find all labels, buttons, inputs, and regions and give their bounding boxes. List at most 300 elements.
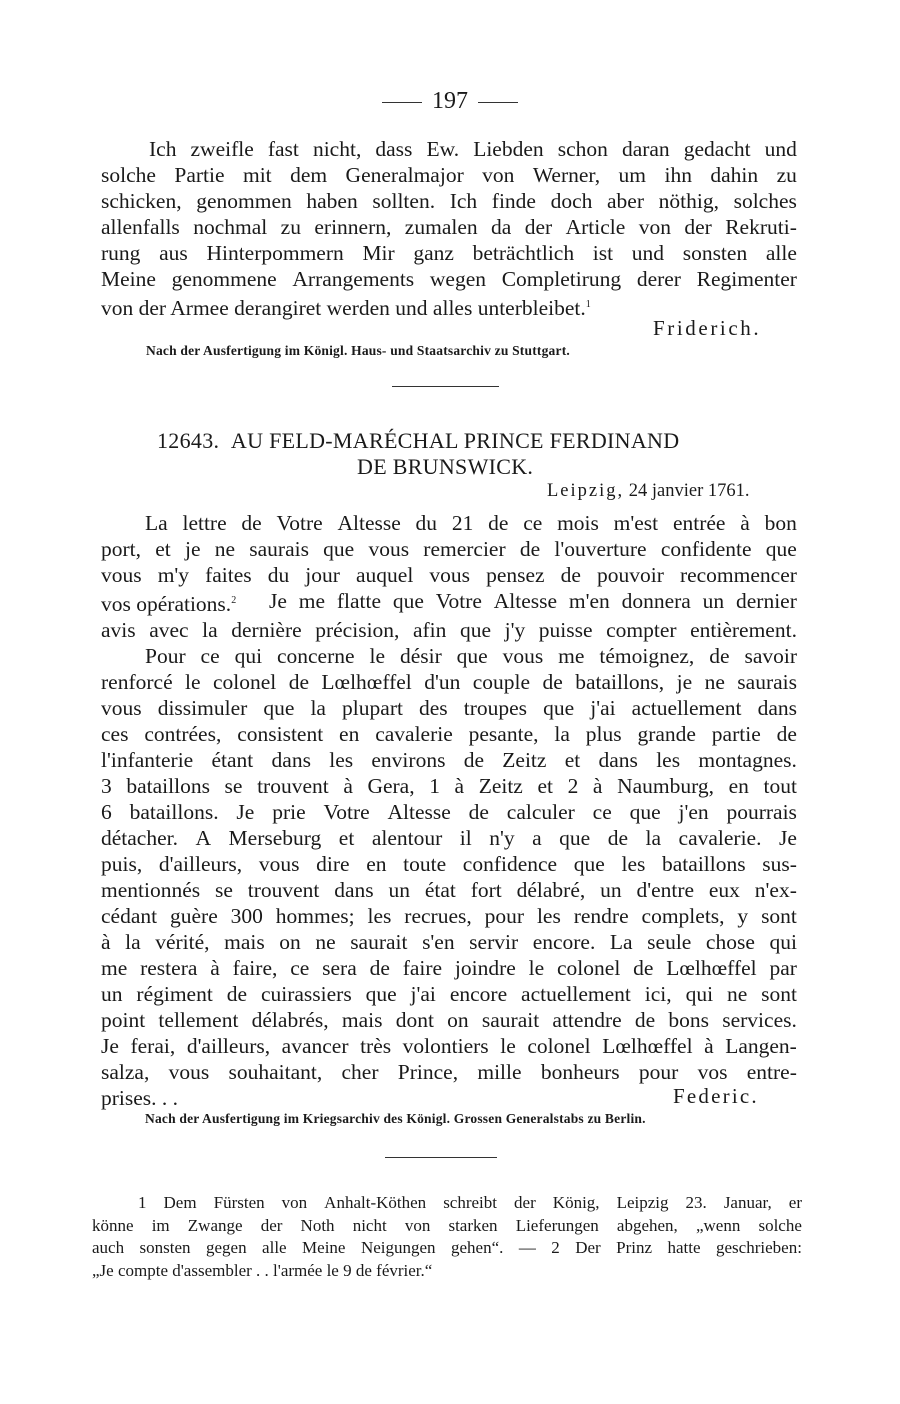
word: entièrement. xyxy=(690,618,797,642)
word: le xyxy=(369,644,386,668)
word: à xyxy=(101,930,111,954)
word: vous xyxy=(429,563,470,587)
word: Merseburg xyxy=(228,826,322,850)
word: à xyxy=(592,774,603,798)
word: eux xyxy=(708,878,740,902)
word: un xyxy=(101,982,123,1006)
word: cuirassiers xyxy=(260,982,352,1006)
word: la xyxy=(310,696,326,720)
footnote-line: „Je compte d'assembler . . l'armée le 9 de février.“ xyxy=(92,1260,433,1280)
word: recrues, xyxy=(404,904,472,928)
text-line xyxy=(101,162,797,188)
word: d'ailleurs, xyxy=(186,1034,271,1058)
word: d'ailleurs, xyxy=(158,852,243,876)
word: saurais xyxy=(249,537,309,561)
letter2-heading xyxy=(157,428,679,454)
word: Ew. xyxy=(426,137,460,161)
word: aus xyxy=(159,241,188,265)
word: désir xyxy=(399,644,442,668)
word: der xyxy=(514,1193,536,1212)
letter-title-line2: DE BRUNSWICK. xyxy=(357,454,534,479)
word: de xyxy=(634,1008,656,1032)
text-line xyxy=(101,136,797,162)
word: flatte xyxy=(336,589,382,613)
word: ce xyxy=(523,511,543,535)
word: beträchtlich xyxy=(472,241,575,265)
text-line xyxy=(101,1059,797,1085)
word: lettre xyxy=(182,511,227,535)
word: avec xyxy=(149,618,189,642)
word: 21 xyxy=(451,511,474,535)
word: avancer xyxy=(281,1034,349,1058)
word: der xyxy=(260,1215,283,1235)
word: bonheurs xyxy=(540,1060,620,1084)
word: haben xyxy=(306,189,358,213)
word: couple xyxy=(472,670,531,694)
footnote-line xyxy=(92,1215,802,1238)
word: montagnes. xyxy=(698,748,797,772)
word: que xyxy=(459,618,492,642)
word: en xyxy=(728,774,749,798)
word: Werner, xyxy=(532,163,601,187)
word: bataillons, xyxy=(575,670,665,694)
word: sollten. xyxy=(372,189,436,213)
word: bataillons xyxy=(662,852,746,876)
word: restera xyxy=(140,956,198,980)
word: schreibt xyxy=(443,1193,498,1212)
word: seule xyxy=(647,930,692,954)
word: encore. xyxy=(532,930,596,954)
word: partie xyxy=(711,722,761,746)
word: zu xyxy=(776,163,797,187)
word: schicken, xyxy=(101,189,182,213)
letter2-source: Nach der Ausfertigung im Kriegsarchiv des Königl. Grossen Generalstabs zu Berlin. xyxy=(145,1111,646,1126)
word: Liebden xyxy=(473,137,544,161)
letter-date: 24 janvier 1761. xyxy=(628,481,750,501)
word: sera xyxy=(322,956,357,980)
word: Lœlhœffel xyxy=(321,670,412,694)
word: ne xyxy=(315,930,336,954)
word: rung xyxy=(101,241,141,265)
word: solches xyxy=(733,189,797,213)
word: port, xyxy=(101,537,142,561)
word: ne xyxy=(726,982,748,1006)
word: attendre xyxy=(552,1008,622,1032)
letter2-body xyxy=(101,510,797,1111)
word: La xyxy=(609,930,633,954)
word: A xyxy=(195,826,212,850)
word: environs xyxy=(371,748,446,772)
word: du xyxy=(415,511,438,535)
word: n'y xyxy=(489,826,515,850)
word: recommencer xyxy=(679,563,797,587)
word: mille xyxy=(477,1060,522,1084)
word: Je xyxy=(778,826,797,850)
word: en xyxy=(366,852,387,876)
word: j'ai xyxy=(410,982,436,1006)
word: à xyxy=(210,956,220,980)
text-line xyxy=(101,562,797,588)
word: Zeitz xyxy=(502,748,547,772)
word: Zwange xyxy=(187,1215,243,1235)
word: könne xyxy=(92,1215,134,1235)
word: j'ai xyxy=(590,696,616,720)
text-line xyxy=(101,747,797,773)
word: Noth xyxy=(300,1215,335,1235)
word: vous xyxy=(258,852,300,876)
word: vos xyxy=(697,1060,728,1084)
word: nochmal xyxy=(193,215,268,239)
word: volontiers xyxy=(402,1034,489,1058)
word: pesante, xyxy=(468,722,539,746)
word: pourrais xyxy=(726,800,797,824)
word: erinnern, xyxy=(314,215,392,239)
letter-dateline xyxy=(547,481,750,502)
word: mit xyxy=(242,163,272,187)
word: Gera, xyxy=(367,774,415,798)
page-number: 197 xyxy=(432,88,468,114)
word: zweifle xyxy=(190,137,254,161)
word: concerne xyxy=(276,644,355,668)
word: de xyxy=(288,670,309,694)
word: services. xyxy=(722,1008,797,1032)
word: qui xyxy=(234,644,263,668)
word: de xyxy=(560,563,581,587)
word: joindre xyxy=(454,956,516,980)
word: 300 xyxy=(230,904,263,928)
text-line xyxy=(101,510,797,536)
word: Ich xyxy=(149,137,177,161)
word: que xyxy=(573,852,605,876)
word: daran xyxy=(621,137,670,161)
word: n'ex- xyxy=(754,878,797,902)
word: a xyxy=(532,826,542,850)
word: d'un xyxy=(424,670,461,694)
text-line xyxy=(101,877,797,903)
word: vous xyxy=(368,537,410,561)
word: un xyxy=(600,878,622,902)
word: dans xyxy=(757,696,797,720)
word: hommes; xyxy=(275,904,355,928)
word: et xyxy=(338,826,355,850)
word: je xyxy=(184,537,201,561)
word: régiment xyxy=(136,982,213,1006)
word: von xyxy=(482,163,515,187)
word: que xyxy=(263,696,295,720)
word: Je xyxy=(236,800,255,824)
word: solche xyxy=(758,1215,802,1235)
word: mais xyxy=(224,930,265,954)
word: la xyxy=(202,618,218,642)
word: er xyxy=(788,1193,802,1212)
word: plus xyxy=(585,722,622,746)
word: à xyxy=(454,774,465,798)
word: de xyxy=(468,800,489,824)
word: Langen- xyxy=(725,1034,797,1058)
word: jour xyxy=(305,563,340,587)
word: colonel xyxy=(527,1034,591,1058)
word: j'y xyxy=(504,618,526,642)
word: Regimenter xyxy=(696,267,797,291)
word: du xyxy=(267,563,290,587)
word: bataillons xyxy=(126,774,210,798)
word: trouvent xyxy=(247,878,320,902)
word: les xyxy=(536,904,561,928)
word: que xyxy=(629,800,661,824)
word: zu xyxy=(280,215,301,239)
word: les xyxy=(621,852,646,876)
word: 2 xyxy=(551,1238,560,1257)
word: geschrieben: xyxy=(716,1238,802,1257)
word: qui xyxy=(685,982,714,1006)
word: 1 xyxy=(138,1193,147,1212)
word: ce xyxy=(200,644,220,668)
text-line xyxy=(101,669,797,695)
word: und xyxy=(631,241,665,265)
word: la xyxy=(645,826,662,850)
word: dahin xyxy=(710,163,759,187)
word: nöthig, xyxy=(658,189,719,213)
word: pouvoir xyxy=(596,563,664,587)
word: auch xyxy=(92,1238,125,1257)
word: allenfalls xyxy=(101,215,180,239)
word: Ich xyxy=(449,189,478,213)
word: de xyxy=(633,956,654,980)
word: savoir xyxy=(744,644,797,668)
word: Lieferungen xyxy=(515,1215,599,1235)
word: ce xyxy=(592,800,612,824)
word: Januar, xyxy=(723,1193,772,1212)
word: bons xyxy=(668,1008,710,1032)
word: de xyxy=(709,644,730,668)
word: solche xyxy=(101,163,156,187)
word: La xyxy=(145,511,168,535)
word: ces xyxy=(101,722,129,746)
word: nicht xyxy=(352,1215,387,1235)
text-line xyxy=(101,266,797,292)
word: la xyxy=(125,930,141,954)
word: dernier xyxy=(736,589,797,613)
word: par xyxy=(769,956,797,980)
word: il xyxy=(459,826,472,850)
word: gehen“. xyxy=(450,1238,504,1257)
word: colonel xyxy=(212,670,277,694)
word: Prince, xyxy=(397,1060,459,1084)
word: saurait xyxy=(481,1008,540,1032)
word: Neigungen xyxy=(360,1238,436,1257)
word: ce xyxy=(290,956,310,980)
word: complets, xyxy=(641,904,725,928)
word: troupes xyxy=(463,696,528,720)
text-line xyxy=(101,955,797,981)
word: souhaitant, xyxy=(228,1060,323,1084)
text-line xyxy=(101,929,797,955)
text-line xyxy=(101,1033,797,1059)
word: colonel xyxy=(557,956,621,980)
word: me xyxy=(558,644,585,668)
word: le xyxy=(500,1034,516,1058)
word: calculer xyxy=(506,800,575,824)
word: Dem xyxy=(163,1193,197,1212)
word: toute xyxy=(403,852,447,876)
word: m'en xyxy=(568,589,610,613)
word: Votre xyxy=(323,800,370,824)
word: avis xyxy=(101,618,136,642)
word: et xyxy=(537,774,553,798)
word: servir xyxy=(469,930,519,954)
word: les xyxy=(367,904,392,928)
word: d'entre xyxy=(636,878,695,902)
word: cher xyxy=(341,1060,379,1084)
word: et xyxy=(155,537,171,561)
word: grande xyxy=(637,722,696,746)
word: zumalen xyxy=(404,215,478,239)
word: dans xyxy=(271,748,311,772)
letter-number: 12643. xyxy=(157,428,220,453)
header-dash-right xyxy=(478,102,518,103)
word: encore xyxy=(449,982,508,1006)
word: un xyxy=(388,878,410,902)
word: cavalerie xyxy=(375,722,453,746)
word: alle xyxy=(262,1238,287,1257)
text-line xyxy=(101,1007,797,1033)
word: faire, xyxy=(232,956,278,980)
word: dem xyxy=(290,163,328,187)
word: 23. xyxy=(685,1193,707,1212)
word: tellement xyxy=(158,1008,239,1032)
word: Altesse xyxy=(387,800,451,824)
word: dont xyxy=(395,1008,434,1032)
word: der xyxy=(684,215,712,239)
word: Generalmajor xyxy=(345,163,464,187)
word: que xyxy=(365,982,397,1006)
word: s'en xyxy=(422,930,455,954)
word: ici, xyxy=(644,982,672,1006)
word: que xyxy=(456,644,488,668)
text-line xyxy=(101,240,797,266)
word: um xyxy=(618,163,647,187)
word: Meine xyxy=(101,267,156,291)
word: le xyxy=(528,956,545,980)
word: Je xyxy=(101,1034,119,1058)
word: que xyxy=(323,537,355,561)
word: se xyxy=(224,774,243,798)
word: de xyxy=(519,537,541,561)
word: saurais xyxy=(737,670,797,694)
footnote-line xyxy=(92,1192,802,1215)
word: Lœlhœffel xyxy=(666,956,757,980)
word: bataillons. xyxy=(129,800,219,824)
word: actuellement xyxy=(521,982,631,1006)
word: on xyxy=(279,930,301,954)
word: Meine xyxy=(302,1238,346,1257)
word: un xyxy=(702,589,725,613)
word: m'est xyxy=(613,511,659,535)
word: ne xyxy=(214,537,236,561)
word: confidence xyxy=(462,852,558,876)
word: da xyxy=(491,215,512,239)
word: Prinz xyxy=(616,1238,653,1257)
word: doch xyxy=(550,189,593,213)
word: ihn xyxy=(664,163,692,187)
letter-place: Leipzig, xyxy=(547,481,625,501)
word: König, xyxy=(552,1193,600,1212)
word: sont xyxy=(761,904,797,928)
word: de xyxy=(369,956,390,980)
word: les xyxy=(656,748,681,772)
text-line xyxy=(101,825,797,851)
word: la xyxy=(554,722,570,746)
footnotes xyxy=(92,1192,802,1282)
word: confidente xyxy=(660,537,752,561)
word: actuellement xyxy=(631,696,742,720)
text-line-content xyxy=(269,588,797,617)
word: derer xyxy=(636,267,681,291)
word: de xyxy=(226,982,248,1006)
word: délabrés, xyxy=(251,1008,329,1032)
word: Mir xyxy=(362,241,395,265)
word: m'y xyxy=(157,563,190,587)
letter1-source: Nach der Ausfertigung im Königl. Haus- und Staatsarchiv zu Stuttgart. xyxy=(146,343,570,358)
word: entre- xyxy=(746,1060,797,1084)
text-line-content xyxy=(101,588,236,617)
word: starken xyxy=(448,1215,498,1235)
word: de xyxy=(463,748,484,772)
word: Hinterpommern xyxy=(206,241,344,265)
word: vous xyxy=(502,644,544,668)
word: faites xyxy=(205,563,252,587)
text-line xyxy=(101,773,797,799)
letter1-body xyxy=(101,136,797,321)
word: pensez xyxy=(486,563,545,587)
word: 1 xyxy=(429,774,440,798)
word: que xyxy=(559,826,591,850)
word: von xyxy=(638,215,671,239)
word: chose xyxy=(705,930,755,954)
word: Altesse xyxy=(493,589,558,613)
word: vérité, xyxy=(155,930,210,954)
word: plupart xyxy=(342,696,403,720)
word: qui xyxy=(769,930,797,954)
word: im xyxy=(151,1215,170,1235)
word: pour xyxy=(484,904,525,928)
word: entrée xyxy=(672,511,726,535)
word: sont xyxy=(761,982,797,1006)
word: dire xyxy=(316,852,350,876)
word: ferai, xyxy=(130,1034,176,1058)
text-line xyxy=(101,981,797,1007)
word: alentour xyxy=(371,826,443,850)
page-header xyxy=(0,88,900,115)
word: ne xyxy=(704,670,725,694)
word: vous xyxy=(168,1060,210,1084)
word: afin xyxy=(412,618,447,642)
word: cavalerie. xyxy=(678,826,762,850)
text-line xyxy=(101,588,797,617)
word: dissimuler xyxy=(157,696,248,720)
word: sonsten xyxy=(139,1238,191,1257)
word: tout xyxy=(763,774,797,798)
word: von xyxy=(404,1215,431,1235)
word: se xyxy=(214,878,233,902)
word: cédant xyxy=(101,904,158,928)
word: Je xyxy=(269,589,287,613)
word: Lœlhœffel xyxy=(602,1034,693,1058)
word: le xyxy=(185,670,201,694)
word: de xyxy=(542,670,563,694)
word: Leipzig xyxy=(616,1193,669,1212)
word: guère xyxy=(170,904,218,928)
